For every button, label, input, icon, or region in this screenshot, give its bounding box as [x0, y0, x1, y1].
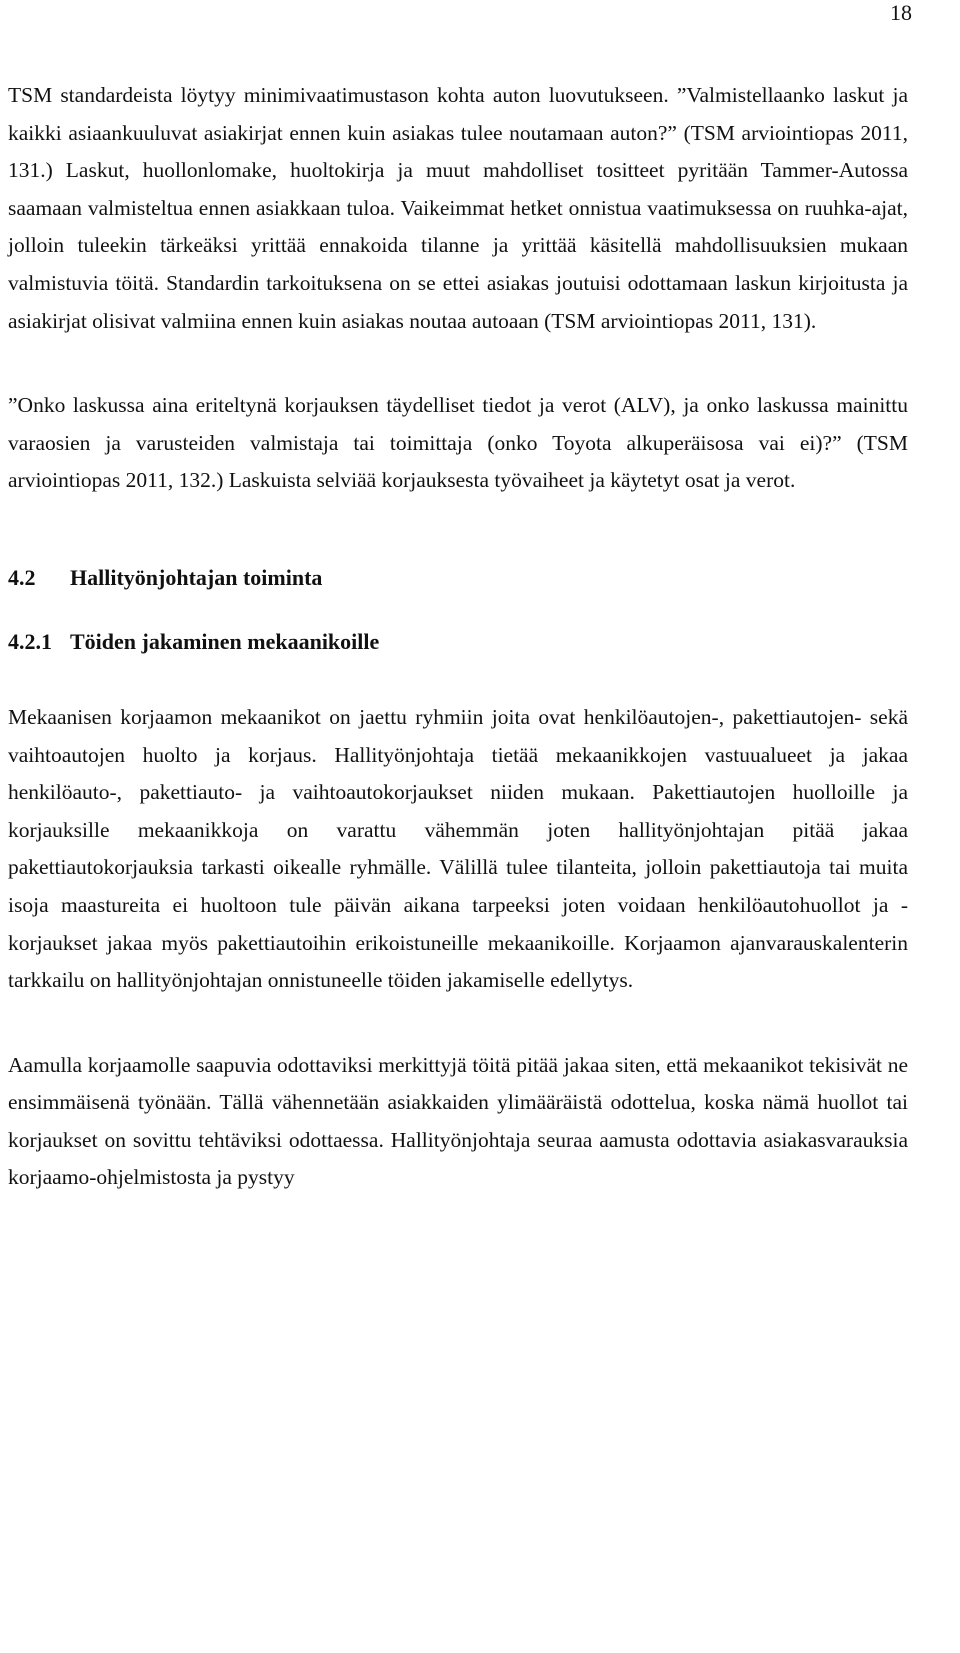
- subsection-heading-4-2-1: [8, 627, 908, 657]
- paragraph-morning-jobs: Aamulla korjaamolle saapuvia odottaviksi merkittyjä töitä pitää jakaa siten, että mekaanikot tekisivät ne ensimmäisenä työnään. Tällä vähennetään asiakkaiden ylimääräistä odottelua, koska nämä huollot tai korjaukset on sovittu tehtäviksi odottaessa. Hallityönjohtaja seuraa aamusta odottavia asiakasvarauksia korjaamo-ohjelmistosta ja pystyy: [8, 1052, 908, 1190]
- document-body: [8, 77, 908, 1197]
- paragraph-work-distribution: Mekaanisen korjaamon mekaanikot on jaettu ryhmiin joita ovat henkilöautojen-, pakettiautojen- sekä vaihtoautojen huolto ja korjaus. Hallityönjohtaja tietää mekaanikkojen vastuualueet ja jakaa henkilöauto-, pakettiauto- ja vaihtoautokorjaukset niiden mukaan. Pakettiautojen huolloille ja korjauksille mekaanikkoja on varattu vähemmän joten hallityönjohtajan pitää jakaa pakettiautokorjauksia tarkasti oikealle ryhmälle. Välillä tulee tilanteita, jolloin pakettiautoja tai muita isoja maastureita ei huoltoon tule päivän aikana tarpeeksi joten voidaan henkilöautohuollot ja -korjaukset jakaa myös pakettiautoihin erikoistuneille mekaanikoille. Korjaamon ajanvarauskalenterin tarkkailu on hallityönjohtajan onnistuneelle töiden jakamiselle edellytys.: [8, 704, 908, 993]
- section-gap: [8, 500, 908, 563]
- paragraph-gap: [8, 1000, 908, 1047]
- section-gap: [8, 593, 908, 627]
- section-heading-4-2: [8, 563, 908, 593]
- paragraph-invoice-details: ”Onko laskussa aina eriteltynä korjauksen täydelliset tiedot ja verot (ALV), ja onko laskussa mainittu varaosien ja varusteiden valmistaja tai toimittaja (onko Toyota alkuperäisosa vai ei)?” (TSM arviointiopas 2011, 132.) Laskuista selviää korjauksesta työvaiheet ja käytetyt osat ja verot.: [8, 393, 908, 493]
- paragraph-invoice-standard: TSM standardeista löytyy minimivaatimustason kohta auton luovutukseen. ”Valmistellaanko laskut ja kaikki asiaankuuluvat asiakirjat ennen kuin asiakas tulee noutamaan auton?” (TSM arviointiopas 2011, 131.) Laskut, huollonlomake, huoltokirja ja muut mahdolliset tositteet pyritään Tammer-Autossa saamaan valmisteltua ennen asiakkaan tuloa. Vaikeimmat hetket onnistua vaatimuksessa on ruuhka-ajat, jolloin tuleekin tärkeäksi yrittää ennakoida tilanne ja yrittää käsitellä mahdollisuuksien mukaan valmistuvia töitä. Standardin tarkoituksena on se ettei asiakas joutuisi odottamaan laskun kirjoitusta ja asiakirjat olisivat valmiina ennen kuin asiakas noutaa autoaan (TSM arviointiopas 2011, 131).: [8, 83, 908, 333]
- page-number: 18: [890, 0, 912, 25]
- paragraph-gap: [8, 340, 908, 387]
- section-gap: [8, 657, 908, 699]
- subsection-number: 4.2.1: [8, 628, 52, 654]
- subsection-title: Töiden jakaminen mekaanikoille: [70, 628, 380, 654]
- section-title: Hallityönjohtajan toiminta: [70, 564, 323, 590]
- section-number: 4.2: [8, 564, 36, 590]
